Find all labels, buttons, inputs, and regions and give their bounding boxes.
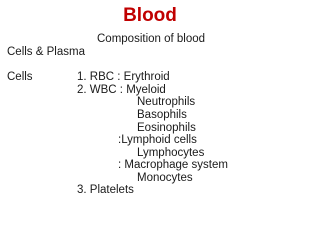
list-item-lymphocytes: Lymphocytes [137, 147, 205, 159]
list-item-platelets: 3. Platelets [77, 184, 134, 196]
list-item-monocytes: Monocytes [137, 172, 193, 184]
list-item-wbc: 2. WBC : Myeloid [77, 84, 166, 96]
list-item-lymphoid-cells: :Lymphoid cells [118, 134, 197, 146]
list-item-neutrophils: Neutrophils [137, 96, 196, 108]
composition-heading: Composition of blood [97, 33, 206, 45]
list-item-basophils: Basophils [137, 109, 187, 121]
list-item-rbc: 1. RBC : Erythroid [77, 71, 170, 83]
list-item-macrophage-system: : Macrophage system [118, 159, 228, 171]
slide-title: Blood [123, 5, 177, 26]
cells-label: Cells [7, 71, 33, 83]
list-item-eosinophils: Eosinophils [137, 122, 196, 134]
cells-plasma-heading: Cells & Plasma [7, 46, 85, 58]
